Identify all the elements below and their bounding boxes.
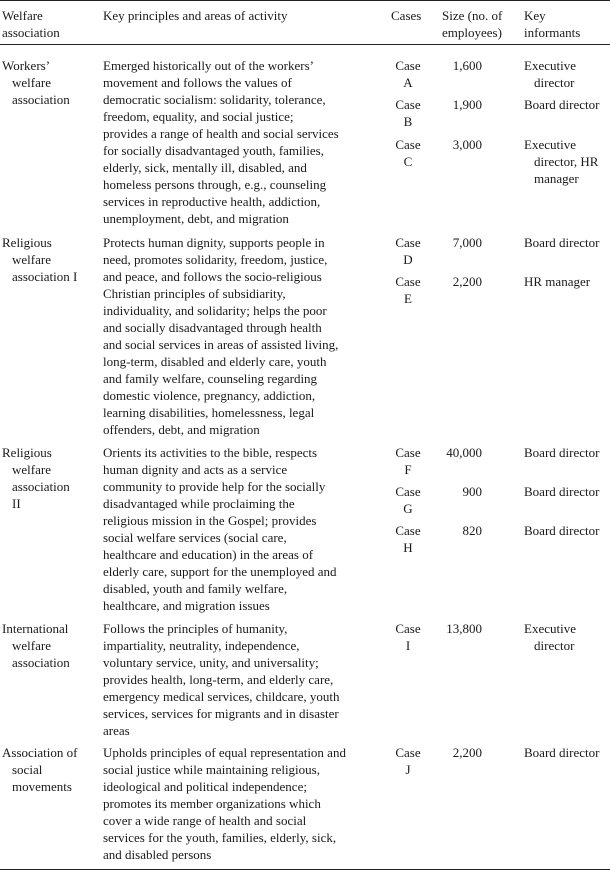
case-f: Case F xyxy=(395,445,421,477)
row3-principles: Orients its activities to the bible, respects human dignity and acts as a service community to provide help for the socially disadvantaged while proclaiming the religious mission in the Gospel; provides social welfare services (social care, healthcare and education) in the areas of elderly care, support for the unemployed and disabled, youth and family welfare, healthcare, and migration issues xyxy=(103,445,337,613)
case-c: Case C xyxy=(395,137,421,169)
size-h: 820 xyxy=(462,523,482,538)
header-cases: Cases xyxy=(391,8,422,23)
row1-principles: Emerged historically out of the workers’ movement and follows the values of democratic socialism: solidarity, tolerance, freedom, equality, and social justice; provides a range of health and social services for socially disadvantaged youth, families, elderly, sick, mentally ill, disabled, and homeless persons through, e.g., counseling services in reproductive health, addiction, unemployment, debt, and migration xyxy=(103,58,339,226)
case-g: Case G xyxy=(395,484,421,516)
header-principles: Key principles and areas of activity xyxy=(103,8,288,23)
table-header-rule xyxy=(0,44,610,45)
size-d: 7,000 xyxy=(452,235,482,250)
informant-i: Executive director xyxy=(524,621,576,653)
case-a: Case A xyxy=(395,58,421,90)
header-size: Size (no. of employees) xyxy=(442,8,503,40)
table-bottom-rule xyxy=(0,869,610,870)
informant-c: Executive director, HR manager xyxy=(524,137,599,186)
case-h: Case H xyxy=(395,523,421,555)
case-j: Case J xyxy=(395,745,421,777)
table-top-rule xyxy=(0,0,610,1)
size-b: 1,900 xyxy=(452,97,482,112)
row4-association: International welfare association xyxy=(2,621,70,670)
case-b: Case B xyxy=(395,97,421,129)
row5-principles: Upholds principles of equal representation and social justice while maintaining religious, ideological and political independence; promotes its member organizations which cover a wide range of health and social services for the youth, families, elderly, sick, and disabled persons xyxy=(103,745,346,862)
size-f: 40,000 xyxy=(446,445,482,460)
row5-association: Association of social movements xyxy=(2,745,78,794)
row3-association: Religious welfare association II xyxy=(2,445,70,511)
informant-a: Executive director xyxy=(524,58,576,90)
row1-association: Workers’ welfare association xyxy=(2,58,70,107)
informant-d: Board director xyxy=(524,235,600,250)
case-d: Case D xyxy=(395,235,421,267)
header-association: Welfare association xyxy=(2,8,60,40)
case-e: Case E xyxy=(395,274,421,306)
informant-h: Board director xyxy=(524,523,600,538)
size-i: 13,800 xyxy=(446,621,482,636)
case-i: Case I xyxy=(395,621,421,653)
size-c: 3,000 xyxy=(452,137,482,152)
size-g: 900 xyxy=(462,484,482,499)
row2-association: Religious welfare association I xyxy=(2,235,78,284)
size-a: 1,600 xyxy=(452,58,482,73)
informant-f: Board director xyxy=(524,445,600,460)
header-informants: Key informants xyxy=(524,8,581,40)
row2-principles: Protects human dignity, supports people in need, promotes solidarity, freedom, justice, and peace, and follows the socio-religious Christian principles of subsidiarity, individuality, and solidarity; helps the poor and socially disadvantaged through health and social services in areas of assisted living, long-term, disabled and elderly care, youth and family welfare, counseling regarding domestic violence, pregnancy, addiction, learning disabilities, homelessness, legal offenders, debt, and migration xyxy=(103,235,339,437)
informant-b: Board director xyxy=(524,97,600,112)
size-e: 2,200 xyxy=(452,274,482,289)
row4-principles: Follows the principles of humanity, impartiality, neutrality, independence, voluntary service, unity, and universality; provides health, long-term, and elderly care, emergency medical services, childcare, youth services, services for migrants and in disaster areas xyxy=(103,621,340,738)
informant-j: Board director xyxy=(524,745,600,760)
size-j: 2,200 xyxy=(452,745,482,760)
informant-e: HR manager xyxy=(524,274,591,289)
informant-g: Board director xyxy=(524,484,600,499)
